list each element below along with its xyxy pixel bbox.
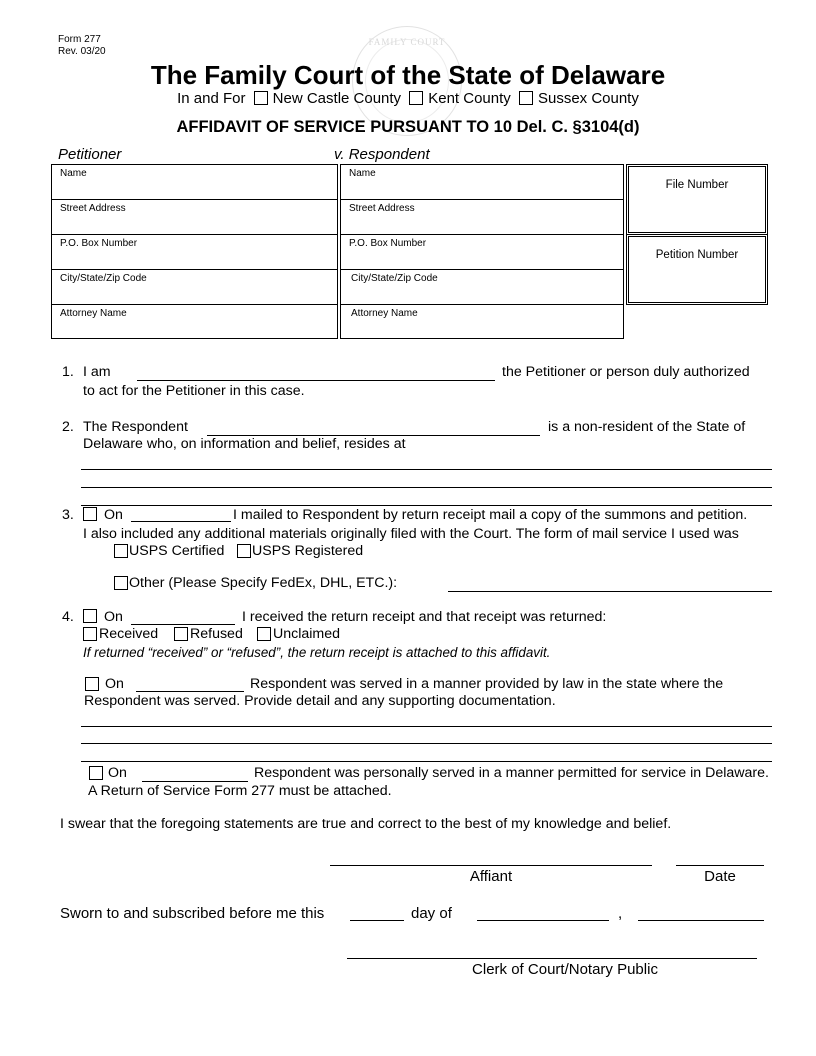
served-detail-line-3[interactable] xyxy=(81,761,772,762)
respondent-street-field[interactable]: Street Address xyxy=(341,200,623,235)
refused-checkbox[interactable] xyxy=(174,627,188,641)
return-receipt-note: If returned “received” or “refused”, the return receipt is attached to this affidavit. xyxy=(83,645,551,660)
item-2-text-a: The Respondent xyxy=(83,419,188,435)
served-other-state-text-b: Respondent was served. Provide detail and any supporting documentation. xyxy=(84,693,556,709)
unclaimed-label: Unclaimed xyxy=(273,626,341,642)
refused-label: Refused xyxy=(190,626,243,642)
petitioner-label: Petitioner xyxy=(58,146,122,163)
served-other-state-checkbox[interactable] xyxy=(85,677,99,691)
court-title: The Family Court of the State of Delaware xyxy=(150,60,666,90)
affiant-signature-line[interactable] xyxy=(330,865,652,866)
personal-service-text-a: Respondent was personally served in a manner permitted for service in Delaware. xyxy=(254,765,769,781)
petitioner-street-field[interactable]: Street Address xyxy=(52,200,337,235)
clerk-label: Clerk of Court/Notary Public xyxy=(472,961,658,978)
oath-statement: I swear that the foregoing statements are true and correct to the best of my knowledge and belief. xyxy=(60,816,672,832)
respondent-name-field[interactable]: Name xyxy=(341,165,623,200)
form-number: Form 277 xyxy=(58,34,101,45)
served-detail-line-2[interactable] xyxy=(81,743,772,744)
item-1-text-c: to act for the Petitioner in this case. xyxy=(83,383,305,399)
item-3-checkbox[interactable] xyxy=(83,507,97,521)
county-selector xyxy=(0,90,816,107)
day-of-label: day of xyxy=(411,905,452,922)
item-1-name-line[interactable] xyxy=(137,380,495,381)
date-label: Date xyxy=(704,868,736,885)
respondent-info-grid xyxy=(340,164,624,339)
sworn-day-line[interactable] xyxy=(350,920,404,921)
new-castle-label: New Castle County xyxy=(272,90,402,107)
item-2-number: 2. xyxy=(62,419,74,435)
respondent-label: v. Respondent xyxy=(334,146,430,163)
other-carrier-label: Other (Please Specify FedEx, DHL, ETC.): xyxy=(129,575,398,591)
item-4-checkbox[interactable] xyxy=(83,609,97,623)
petitioner-info-grid xyxy=(51,164,338,339)
served-other-state-on-label: On xyxy=(105,676,124,692)
item-4-date-line[interactable] xyxy=(131,624,235,625)
form-number-block xyxy=(58,34,106,58)
usps-certified-checkbox[interactable] xyxy=(114,544,128,558)
form-revision: Rev. 03/20 xyxy=(58,46,106,57)
file-number-label: File Number xyxy=(665,179,729,191)
sworn-comma: , xyxy=(618,905,623,922)
respondent-pobox-field[interactable]: P.O. Box Number xyxy=(341,235,623,270)
new-castle-checkbox[interactable] xyxy=(254,91,268,105)
item-4-number: 4. xyxy=(62,609,74,625)
affiant-date-line[interactable] xyxy=(676,865,764,866)
item-2-text-b: is a non-resident of the State of xyxy=(548,419,746,435)
petitioner-citystatezip-field[interactable]: City/State/Zip Code xyxy=(52,270,337,305)
served-other-state-text-a: Respondent was served in a manner provided by law in the state where the xyxy=(250,676,724,692)
petition-number-box[interactable] xyxy=(628,236,766,303)
personal-service-date-line[interactable] xyxy=(142,781,248,782)
personal-service-text-b: A Return of Service Form 277 must be attached. xyxy=(88,783,392,799)
personal-service-on-label: On xyxy=(108,765,127,781)
in-and-for-label: In and For xyxy=(177,90,246,107)
item-3-text-b: I also included any additional materials originally filed with the Court. The form of mail service I used was xyxy=(83,526,739,542)
received-label: Received xyxy=(99,626,159,642)
petitioner-attorney-field[interactable]: Attorney Name xyxy=(60,308,127,319)
item-2-text-c: Delaware who, on information and belief, resides at xyxy=(83,436,406,452)
item-2-address-line-2[interactable] xyxy=(81,487,772,488)
file-number-box[interactable] xyxy=(628,166,766,233)
other-carrier-checkbox[interactable] xyxy=(114,576,128,590)
usps-certified-label: USPS Certified xyxy=(129,543,225,559)
petitioner-pobox-field[interactable]: P.O. Box Number xyxy=(52,235,337,270)
clerk-signature-line[interactable] xyxy=(347,958,757,959)
usps-registered-checkbox[interactable] xyxy=(237,544,251,558)
served-other-state-date-line[interactable] xyxy=(136,691,244,692)
court-seal-text: FAMILY COURT xyxy=(368,37,446,47)
petitioner-name-field[interactable]: Name xyxy=(52,165,337,200)
item-3-on-label: On xyxy=(104,507,123,523)
item-3-text-a: I mailed to Respondent by return receipt mail a copy of the summons and petition. xyxy=(233,507,748,523)
sworn-statement: Sworn to and subscribed before me this xyxy=(60,905,325,922)
item-1-text-b: the Petitioner or person duly authorized xyxy=(502,364,750,380)
sussex-checkbox[interactable] xyxy=(519,91,533,105)
served-detail-line-1[interactable] xyxy=(81,726,772,727)
item-3-date-line[interactable] xyxy=(131,521,231,522)
sussex-label: Sussex County xyxy=(537,90,639,107)
unclaimed-checkbox[interactable] xyxy=(257,627,271,641)
sworn-year-line[interactable] xyxy=(638,920,764,921)
usps-registered-label: USPS Registered xyxy=(252,543,364,559)
kent-label: Kent County xyxy=(428,90,511,107)
affidavit-title: AFFIDAVIT OF SERVICE PURSUANT TO 10 Del. C. §3104(d) xyxy=(176,118,640,136)
kent-checkbox[interactable] xyxy=(409,91,423,105)
personal-service-checkbox[interactable] xyxy=(89,766,103,780)
received-checkbox[interactable] xyxy=(83,627,97,641)
sworn-month-line[interactable] xyxy=(477,920,609,921)
item-3-number: 3. xyxy=(62,507,74,523)
item-1-text-a: I am xyxy=(83,364,111,380)
item-2-address-line-3[interactable] xyxy=(81,505,772,506)
item-4-on-label: On xyxy=(104,609,123,625)
item-1-number: 1. xyxy=(62,364,74,380)
other-carrier-line[interactable] xyxy=(448,591,772,592)
petition-number-label: Petition Number xyxy=(655,249,739,261)
item-4-text-a: I received the return receipt and that receipt was returned: xyxy=(242,609,607,625)
item-2-address-line-1[interactable] xyxy=(81,469,772,470)
affiant-label: Affiant xyxy=(469,868,513,885)
respondent-citystatezip-field[interactable]: City/State/Zip Code xyxy=(341,270,623,305)
respondent-attorney-field[interactable]: Attorney Name xyxy=(351,308,418,319)
